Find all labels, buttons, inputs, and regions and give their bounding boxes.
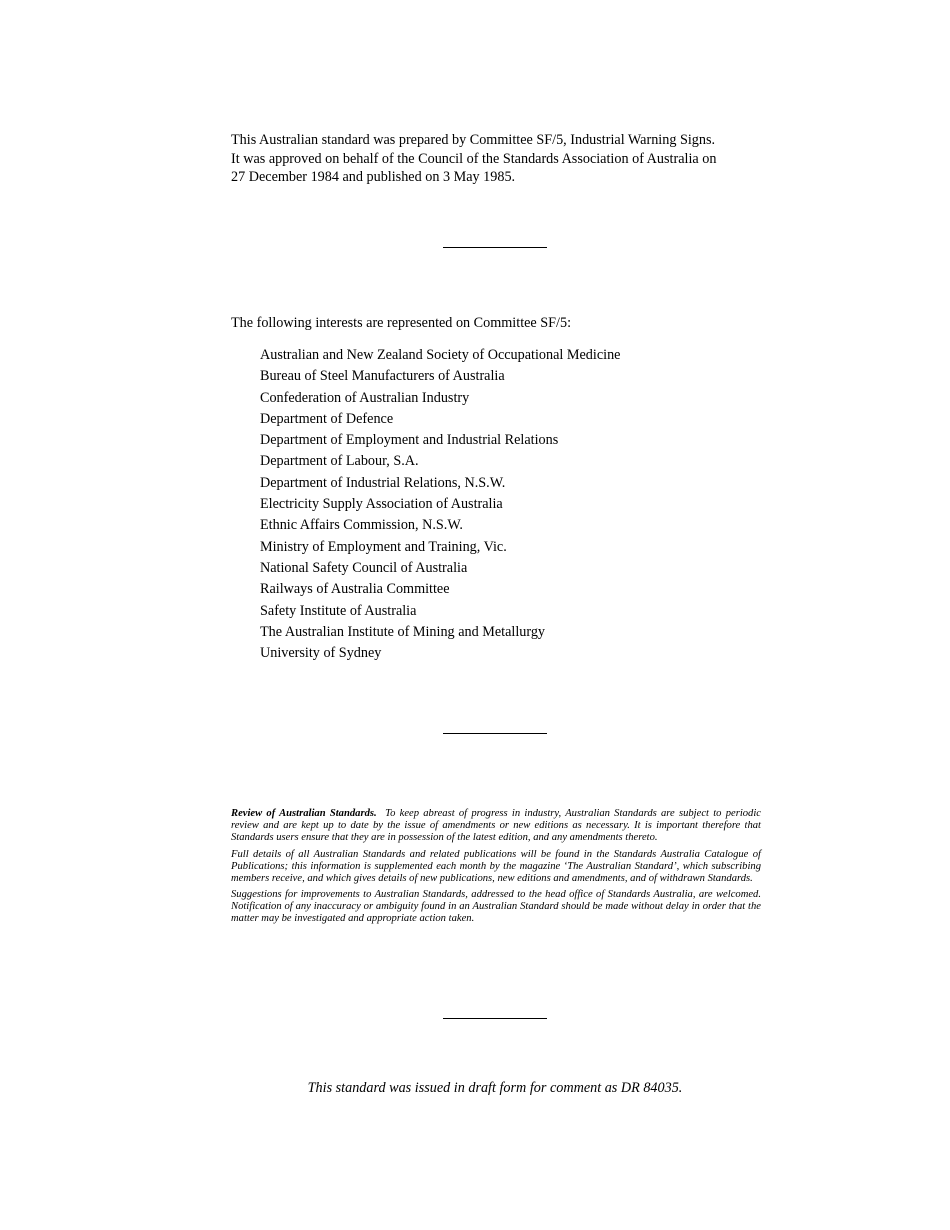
review-notice bbox=[231, 808, 761, 930]
list-item: Electricity Supply Association of Australia bbox=[260, 496, 503, 513]
list-item: Safety Institute of Australia bbox=[260, 602, 417, 619]
list-item: Department of Defence bbox=[260, 410, 394, 427]
list-item: Department of Employment and Industrial Relations bbox=[260, 432, 559, 449]
list-item: Ministry of Employment and Training, Vic. bbox=[260, 538, 507, 555]
list-item: Railways of Australia Committee bbox=[260, 581, 450, 598]
review-heading: Review of Australian Standards. bbox=[231, 808, 377, 819]
list-item: University of Sydney bbox=[260, 645, 382, 662]
review-paragraph-2: Full details of all Australian Standards and related publications will be found in the Standards Australia Catalogue of Publications; this information is supplemented each month by the magazine ‘The Australian Standard’, which subscribing members receive, and which gives details of new publications, new editions and amendments, and of withdrawn Standards. bbox=[231, 848, 761, 884]
list-item: Confederation of Australian Industry bbox=[260, 389, 470, 406]
section-divider bbox=[443, 247, 547, 248]
review-paragraph-1 bbox=[231, 808, 761, 844]
draft-note: This standard was issued in draft form for comment as DR 84035. bbox=[307, 1080, 683, 1096]
list-item: The Australian Institute of Mining and Metallurgy bbox=[260, 623, 546, 640]
list-item: Department of Labour, S.A. bbox=[260, 453, 419, 470]
committee-member-list bbox=[260, 346, 620, 665]
committee-heading: The following interests are represented on Committee SF/5: bbox=[231, 315, 572, 331]
review-text-1: To keep abreast of progress in industry, Australian Standards are subject to periodic review and are kept up to date by the issue of amendments or new editions as necessary. It is important therefore that Standards users ensure that they are in possession of the latest edition, and any amendments thereto. bbox=[231, 808, 761, 843]
review-paragraph-3: Suggestions for improvements to Australian Standards, addressed to the head office of Standards Australia, are welcomed. Notification of any inaccuracy or ambiguity found in an Australian Standard should be made without delay in order that the matter may be investigated and appropriate action taken. bbox=[231, 889, 761, 925]
approval-line-2: It was approved on behalf of the Council of the Standards Association of Australia on bbox=[231, 150, 717, 167]
list-item: Australian and New Zealand Society of Occupational Medicine bbox=[260, 347, 621, 363]
approval-line-1: This Australian standard was prepared by Committee SF/5, Industrial Warning Signs. bbox=[231, 132, 716, 148]
approval-line-3: 27 December 1984 and published on 3 May 1985. bbox=[231, 169, 516, 185]
list-item: Bureau of Steel Manufacturers of Australia bbox=[260, 368, 505, 385]
list-item: National Safety Council of Australia bbox=[260, 559, 468, 576]
list-item: Ethnic Affairs Commission, N.S.W. bbox=[260, 517, 463, 534]
section-divider bbox=[443, 1018, 547, 1019]
section-divider bbox=[443, 733, 547, 734]
list-item: Department of Industrial Relations, N.S.W. bbox=[260, 474, 506, 491]
approval-statement bbox=[231, 131, 761, 187]
